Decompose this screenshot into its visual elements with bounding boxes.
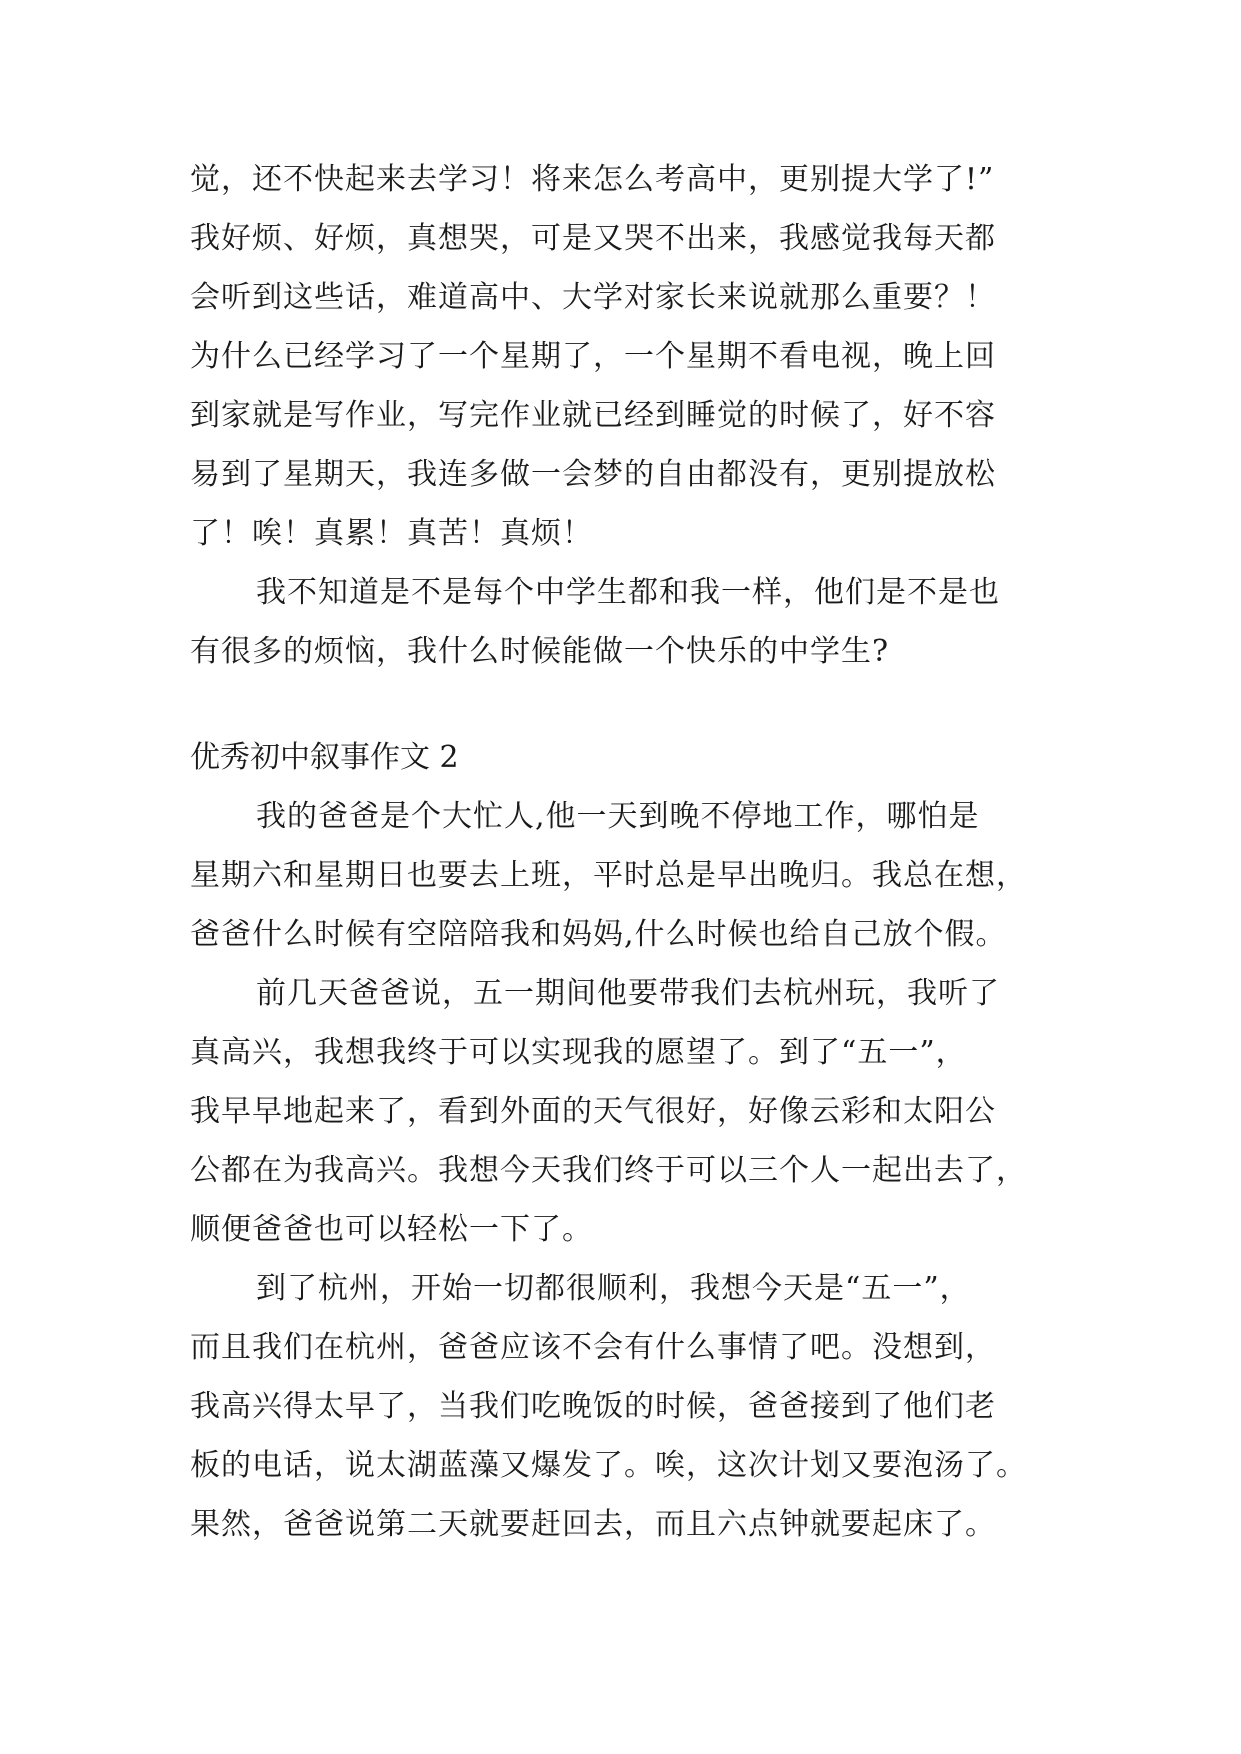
paragraph [190, 1259, 1090, 1554]
text-line: 到家就是写作业，写完作业就已经到睡觉的时候了，好不容 [190, 398, 996, 433]
text-line: 到了杭州，开始一切都很顺利，我想今天是“五一”， [256, 1271, 971, 1306]
text-line: 了！唉！真累！真苦！真烦！ [190, 516, 593, 551]
text-line: 会听到这些话，难道高中、大学对家长来说就那么重要？！ [190, 280, 996, 315]
text-line: 我好烦、好烦，真想哭，可是又哭不出来，我感觉我每天都 [190, 221, 996, 256]
essay-1-continuation [190, 150, 1090, 681]
text-line: 星期六和星期日也要去上班，平时总是早出晚归。我总在想， [190, 858, 1027, 893]
text-line: 公都在为我高兴。我想今天我们终于可以三个人一起出去了， [190, 1153, 1027, 1188]
text-line: 果然，爸爸说第二天就要赶回去，而且六点钟就要起床了。 [190, 1507, 996, 1542]
text-line: 易到了星期天，我连多做一会梦的自由都没有，更别提放松 [190, 457, 996, 492]
text-line: 板的电话，说太湖蓝藻又爆发了。唉，这次计划又要泡汤了。 [190, 1448, 1027, 1483]
paragraph [190, 787, 1090, 964]
paragraph [190, 563, 1090, 681]
text-line: 顺便爸爸也可以轻松一下了。 [190, 1212, 593, 1247]
document-page [190, 150, 1090, 1554]
paragraph [190, 964, 1090, 1259]
text-line: 真高兴，我想我终于可以实现我的愿望了。到了“五一”， [190, 1035, 967, 1070]
text-line: 前几天爸爸说，五一期间他要带我们去杭州玩，我听了 [256, 976, 1000, 1011]
text-line: 有很多的烦恼，我什么时候能做一个快乐的中学生? [190, 634, 890, 669]
paragraph [190, 150, 1090, 563]
essay-2 [190, 728, 1090, 1554]
text-line: 而且我们在杭州，爸爸应该不会有什么事情了吧。没想到， [190, 1330, 996, 1365]
text-line: 我高兴得太早了，当我们吃晚饭的时候，爸爸接到了他们老 [190, 1389, 996, 1424]
text-line: 我的爸爸是个大忙人,他一天到晚不停地工作，哪怕是 [256, 799, 980, 834]
text-line: 为什么已经学习了一个星期了，一个星期不看电视，晚上回 [190, 339, 996, 374]
text-line: 觉，还不快起来去学习！将来怎么考高中，更别提大学了!” [190, 162, 995, 197]
text-line: 我早早地起来了，看到外面的天气很好，好像云彩和太阳公 [190, 1094, 996, 1129]
text-line: 爸爸什么时候有空陪陪我和妈妈,什么时候也给自己放个假。 [190, 917, 1007, 952]
text-line: 我不知道是不是每个中学生都和我一样，他们是不是也 [256, 575, 1000, 610]
essay-title: 优秀初中叙事作文 2 [190, 740, 459, 775]
